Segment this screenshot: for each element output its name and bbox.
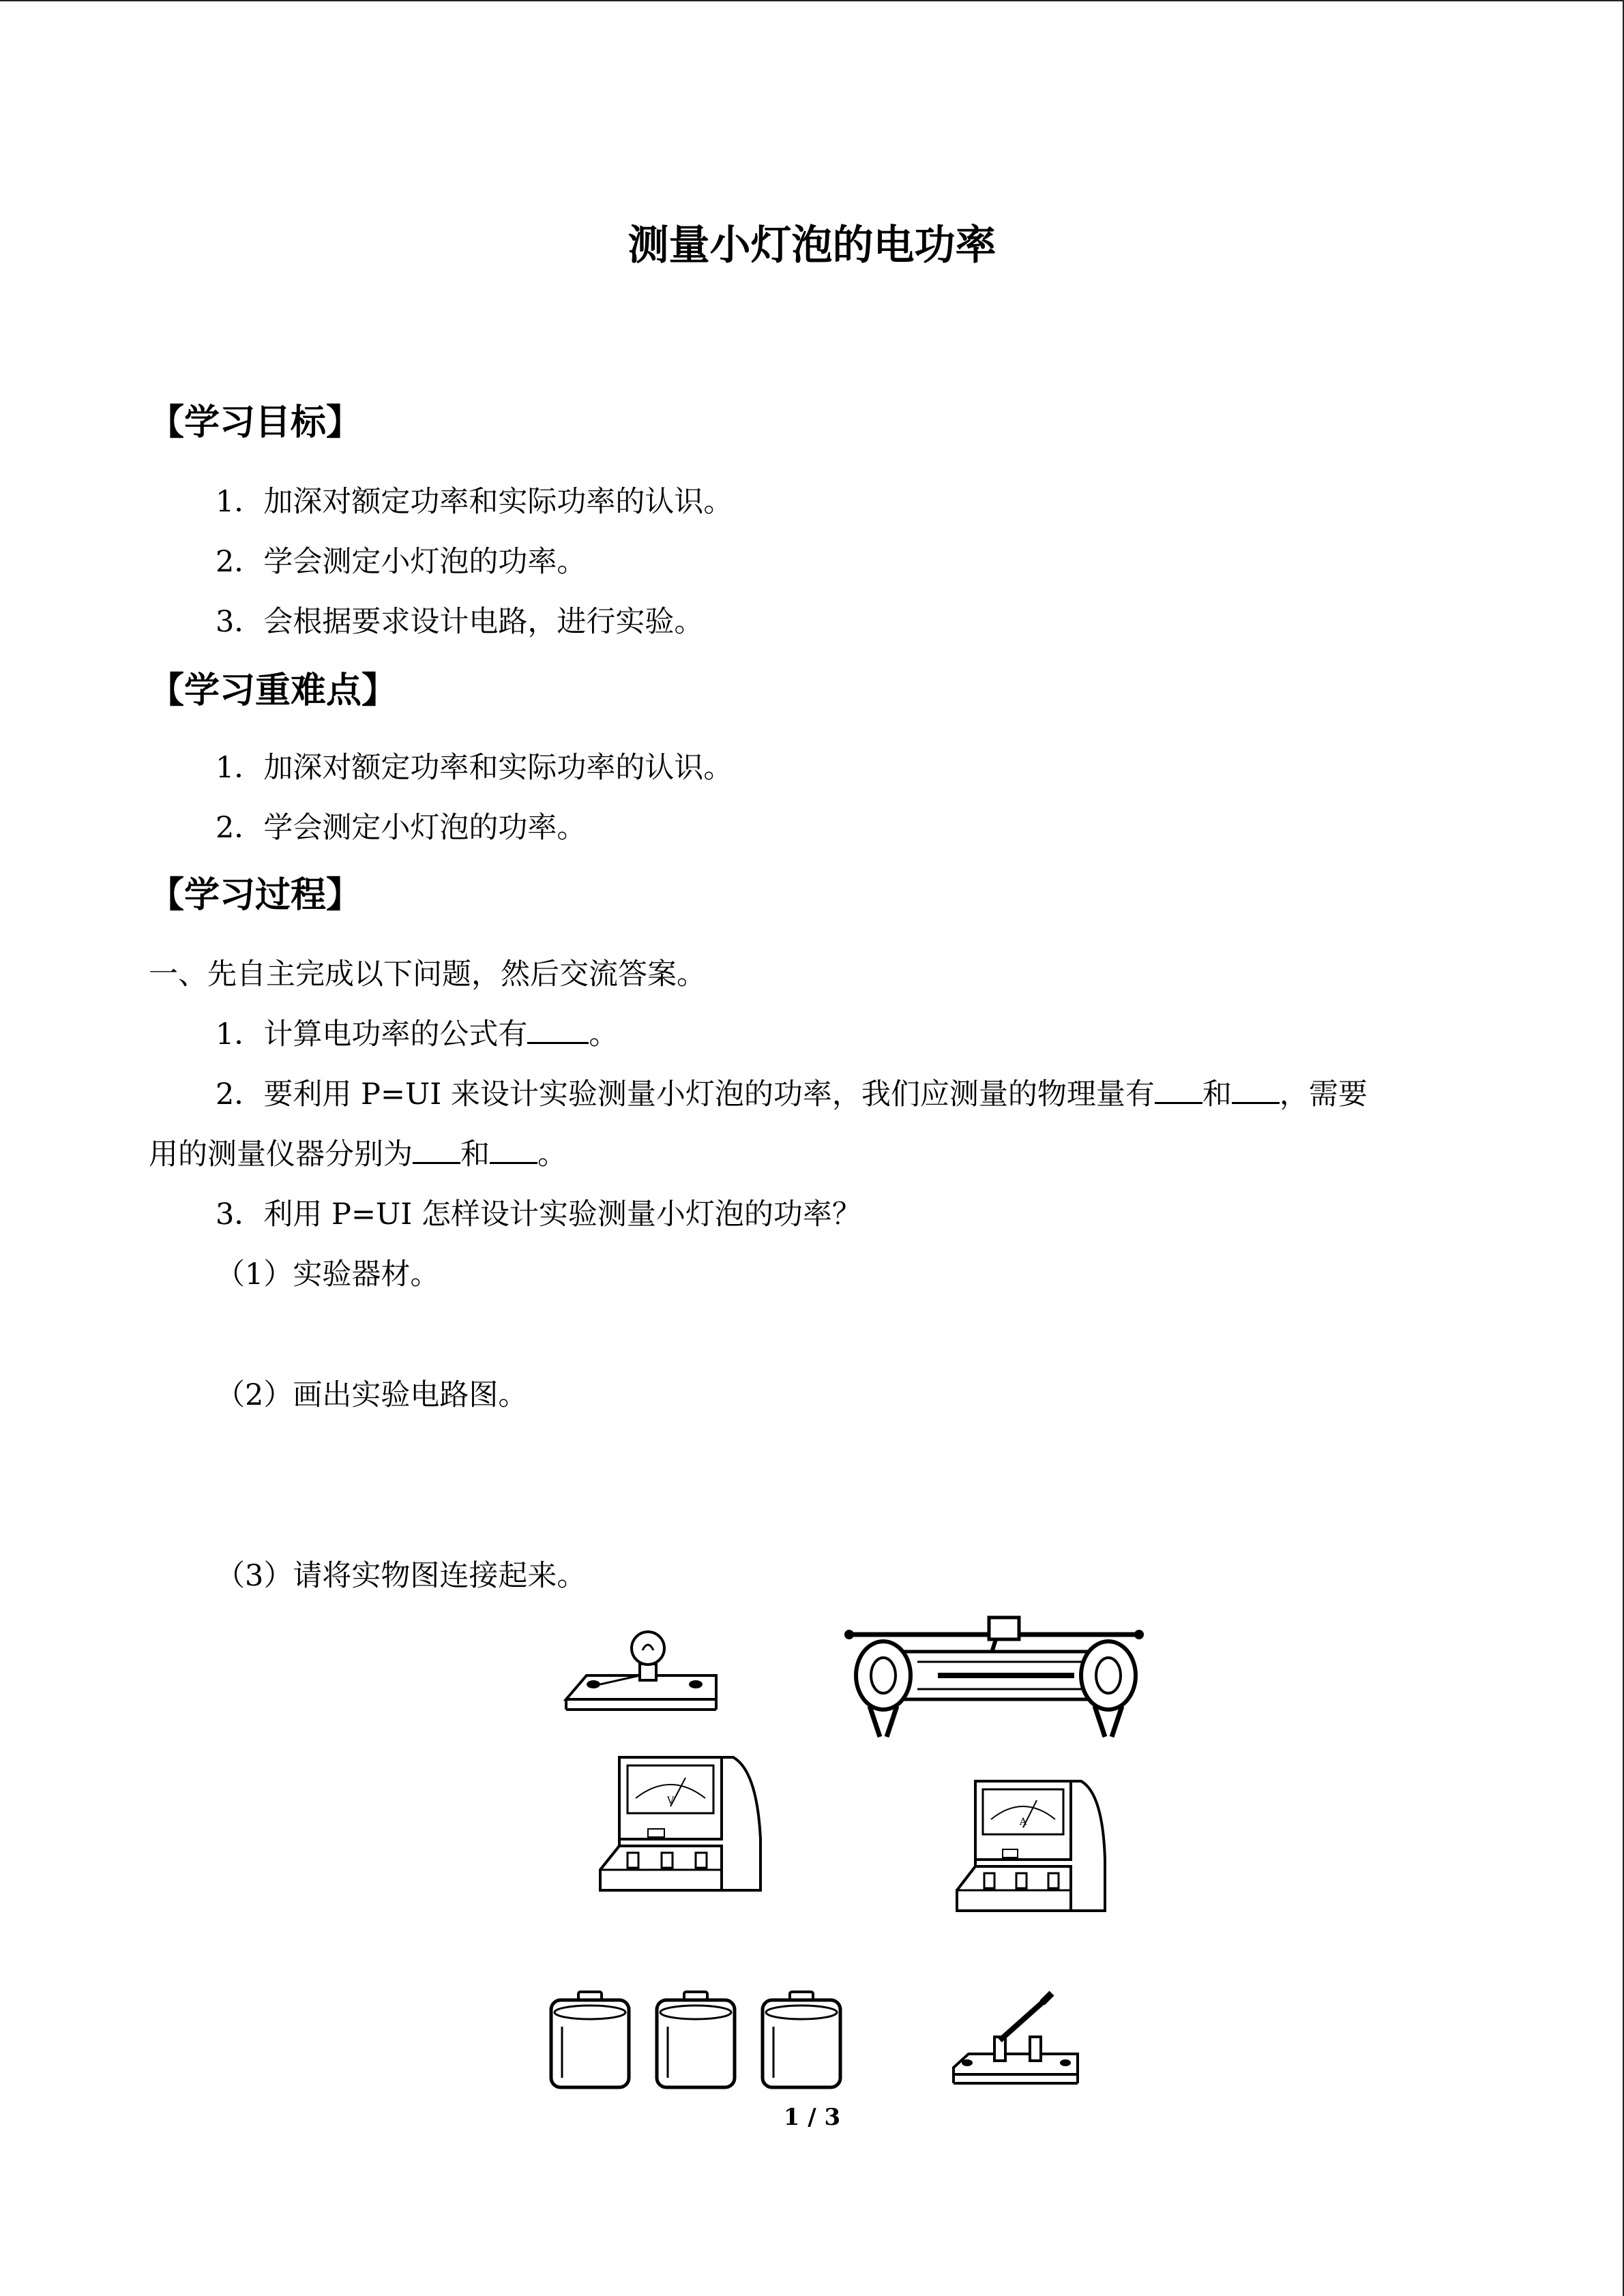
battery-figure-3: [757, 1989, 846, 2091]
knife-switch-figure: [948, 1989, 1084, 2088]
rheostat-figure: [842, 1614, 1146, 1744]
question-2-end: 。: [537, 1137, 567, 1172]
bulb-figure: [559, 1624, 723, 1720]
battery-figure-1: [546, 1989, 634, 2091]
question-2-instruments: 用的测量仪器分别为: [149, 1137, 413, 1172]
question-1: [216, 1011, 618, 1053]
battery-figure-2: [651, 1989, 740, 2091]
answer-blank: [490, 1136, 537, 1164]
heading-goals: 【学习目标】: [149, 402, 362, 443]
question-3-1: （1）实验器材。: [216, 1257, 440, 1292]
question-1-text: 1．计算电功率的公式有: [216, 1017, 528, 1052]
voltmeter-figure: [593, 1750, 771, 1904]
page-title: 测量小灯泡的电功率: [628, 222, 996, 269]
voltmeter-symbol: V: [666, 1795, 675, 1806]
question-3: 3．利用 P=UI 怎样设计实验测量小灯泡的功率？: [216, 1197, 861, 1232]
page-number: 1 / 3: [783, 2104, 841, 2131]
heading-key-points: 【学习重难点】: [149, 670, 398, 711]
goal-item-3: 3．会根据要求设计电路，进行实验。: [216, 605, 704, 639]
question-2-and: 和: [1202, 1077, 1232, 1112]
answer-blank: [1232, 1076, 1280, 1104]
key-point-item-1: 1．加深对额定功率和实际功率的认识。: [216, 751, 733, 785]
goal-item-2: 2．学会测定小灯泡的功率。: [216, 545, 587, 579]
question-2-continue: ，需要: [1279, 1077, 1368, 1112]
answer-blank: [1155, 1076, 1202, 1104]
process-intro: 一、先自主完成以下问题，然后交流答案。: [149, 957, 706, 992]
heading-process: 【学习过程】: [149, 875, 362, 916]
question-2-text: 2．要利用 P=UI 来设计实验测量小灯泡的功率，我们应测量的物理量有: [216, 1077, 1155, 1112]
key-point-item-2: 2．学会测定小灯泡的功率。: [216, 811, 587, 845]
goal-item-1: 1．加深对额定功率和实际功率的认识。: [216, 485, 733, 519]
question-2-line-2: [149, 1131, 567, 1173]
question-2-line-1: [216, 1071, 1368, 1113]
ammeter-figure: [951, 1774, 1112, 1921]
answer-blank: [413, 1136, 460, 1164]
question-3-3: （3）请将实物图连接起来。: [216, 1559, 587, 1593]
question-3-2: （2）画出实验电路图。: [216, 1378, 528, 1412]
question-2-and-2: 和: [460, 1137, 490, 1172]
ammeter-symbol: A: [1019, 1817, 1027, 1828]
question-1-end: 。: [589, 1017, 619, 1052]
answer-blank: [527, 1016, 589, 1044]
